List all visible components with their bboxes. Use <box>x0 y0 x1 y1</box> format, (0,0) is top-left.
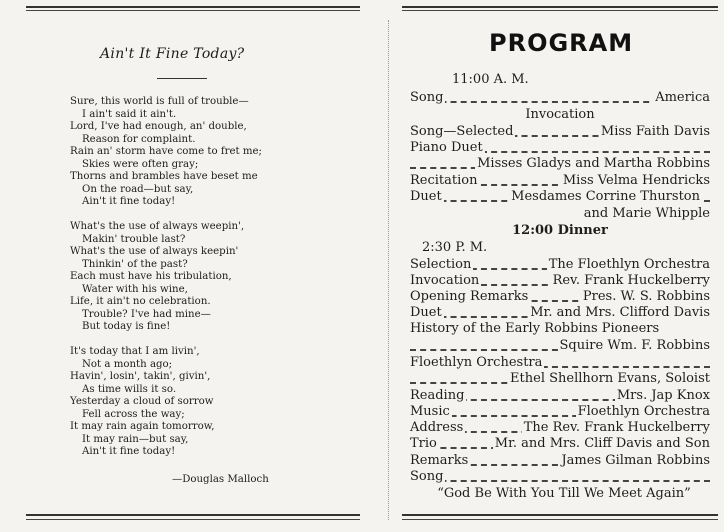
item-performer: The Floethlyn Orchestra <box>548 257 710 272</box>
program-item <box>410 469 710 485</box>
poem-body <box>70 96 262 459</box>
poem-line: Water with his wine, <box>82 283 188 295</box>
item-label: Piano Duet <box>410 140 483 155</box>
poem-line: On the road—but say, <box>82 183 194 195</box>
poem-line: Skies were often gray; <box>82 158 199 170</box>
poem-author: —Douglas Malloch <box>172 474 269 485</box>
item-performer: Ethel Shellhorn Evans, Soloist <box>510 371 710 386</box>
poem-line: What's the use of always keepin' <box>70 246 239 257</box>
item-label: Reading <box>410 388 465 403</box>
poem-title: Ain't It Fine Today? <box>100 46 245 62</box>
item-label: Floethlyn Orchestra <box>410 355 543 370</box>
item-performer: The Rev. Frank Huckelberry <box>523 420 710 435</box>
closing-song: “God Be With You Till We Meet Again” <box>437 486 691 501</box>
item-label: Invocation <box>410 273 480 288</box>
program-item <box>410 305 710 321</box>
bottom-rule-left-2 <box>26 519 360 520</box>
item-performer: Misses Gladys and Martha Robbins <box>477 156 710 171</box>
poem-line: Thorns and brambles have beset me <box>70 171 258 182</box>
item-label: Remarks <box>410 453 469 468</box>
poem-line: Life, it ain't no celebration. <box>70 296 211 307</box>
poem-line: Havin', losin', takin', givin', <box>70 371 211 382</box>
stanza-break <box>70 209 262 222</box>
item-performer: Rev. Frank Huckelberry <box>552 273 710 288</box>
program-item <box>410 156 710 172</box>
item-label: Trio <box>410 436 437 451</box>
poem-line: Makin' trouble last? <box>82 233 186 245</box>
invocation-row <box>410 107 710 123</box>
item-performer: Mr. and Mrs. Clifford Davis <box>530 305 710 320</box>
program-title: PROGRAM <box>489 29 634 57</box>
bottom-rule-right <box>402 514 718 516</box>
item-label: Address <box>410 420 464 435</box>
item-label: Song <box>410 90 444 105</box>
item-performer: Mesdames Corrine Thurston <box>511 189 700 204</box>
poem-line: Ain't it fine today! <box>82 196 176 207</box>
program-item <box>410 321 710 337</box>
poem-line: It may rain—but say, <box>82 433 189 445</box>
closing-song-row <box>410 486 710 502</box>
morning-time-row <box>410 72 710 88</box>
program-item <box>410 404 710 420</box>
item-label: History of the Early Robbins Pioneers <box>410 321 660 336</box>
program-item <box>410 189 710 205</box>
item-performer: Mrs. Jap Knox <box>616 388 710 403</box>
top-rule-left <box>26 6 360 8</box>
poem-line: Ain't it fine today! <box>82 446 176 457</box>
poem-line: Lord, I've had enough, an' double, <box>70 121 247 132</box>
bottom-rule-right-2 <box>402 519 718 520</box>
item-label: Song—Selected <box>410 124 514 139</box>
program-item <box>410 273 710 289</box>
program-item <box>410 355 710 371</box>
poem-line: Trouble? I've had mine— <box>82 308 211 320</box>
poem-line: It may rain again tomorrow, <box>70 421 215 432</box>
program-item <box>410 257 710 273</box>
item-label: Opening Remarks <box>410 289 529 304</box>
program-item <box>410 453 710 469</box>
top-rule-right <box>402 6 718 8</box>
dinner-row <box>410 223 710 239</box>
program-item <box>410 371 710 387</box>
center-fold <box>388 20 389 520</box>
poem-line: Not a month ago; <box>82 358 173 370</box>
stanza-break <box>70 334 262 347</box>
program-item <box>410 140 710 156</box>
item-performer: Pres. W. S. Robbins <box>582 289 710 304</box>
poem-line: Thinkin' of the past? <box>82 258 188 270</box>
poem-title-rule <box>157 78 207 79</box>
poem-line: As time wills it so. <box>82 383 177 395</box>
item-performer: James Gilman Robbins <box>561 453 710 468</box>
poem-line: I ain't said it ain't. <box>82 108 177 120</box>
poem-line: But today is fine! <box>82 321 171 332</box>
program-item <box>410 388 710 404</box>
item-performer: Miss Velma Hendricks <box>562 173 710 188</box>
item-performer: and Marie Whipple <box>583 206 710 221</box>
poem-line: It's today that I am livin', <box>70 346 200 357</box>
afternoon-time-row <box>410 240 710 256</box>
item-performer: Miss Faith Davis <box>600 124 710 139</box>
program-item <box>410 436 710 452</box>
poem-line: What's the use of always weepin', <box>70 221 245 232</box>
item-label: Selection <box>410 257 472 272</box>
top-rule-left-2 <box>26 10 360 11</box>
item-performer: Squire Wm. F. Robbins <box>559 338 710 353</box>
item-performer: America <box>655 90 710 105</box>
top-rule-right-2 <box>402 10 718 11</box>
item-label: Song <box>410 469 444 484</box>
program-item <box>410 338 710 354</box>
poem-line: Rain an' storm have come to fret me; <box>70 146 262 157</box>
poem-line: Yesterday a cloud of sorrow <box>70 396 214 407</box>
item-label: Recitation <box>410 173 478 188</box>
poem-line: Sure, this world is full of trouble— <box>70 96 249 107</box>
bottom-rule-left <box>26 514 360 516</box>
program-item <box>410 420 710 436</box>
poem-line: Each must have his tribulation, <box>70 271 232 282</box>
poem-line: Reason for complaint. <box>82 133 196 145</box>
program-item <box>410 289 710 305</box>
afternoon-time: 2:30 P. M. <box>422 240 488 255</box>
item-label: Duet <box>410 305 442 320</box>
morning-time: 11:00 A. M. <box>452 72 529 87</box>
program-item-cont <box>410 206 710 222</box>
invocation-label: Invocation <box>525 107 595 122</box>
item-label: Duet <box>410 189 442 204</box>
program-item <box>410 173 710 189</box>
program-item <box>410 124 710 140</box>
item-performer: Floethlyn Orchestra <box>577 404 710 419</box>
item-performer: Mr. and Mrs. Cliff Davis and Son <box>494 436 710 451</box>
poem-line: Fell across the way; <box>82 408 185 420</box>
dinner-label: 12:00 Dinner <box>512 223 608 238</box>
item-label: Music <box>410 404 450 419</box>
program-item <box>410 90 710 106</box>
